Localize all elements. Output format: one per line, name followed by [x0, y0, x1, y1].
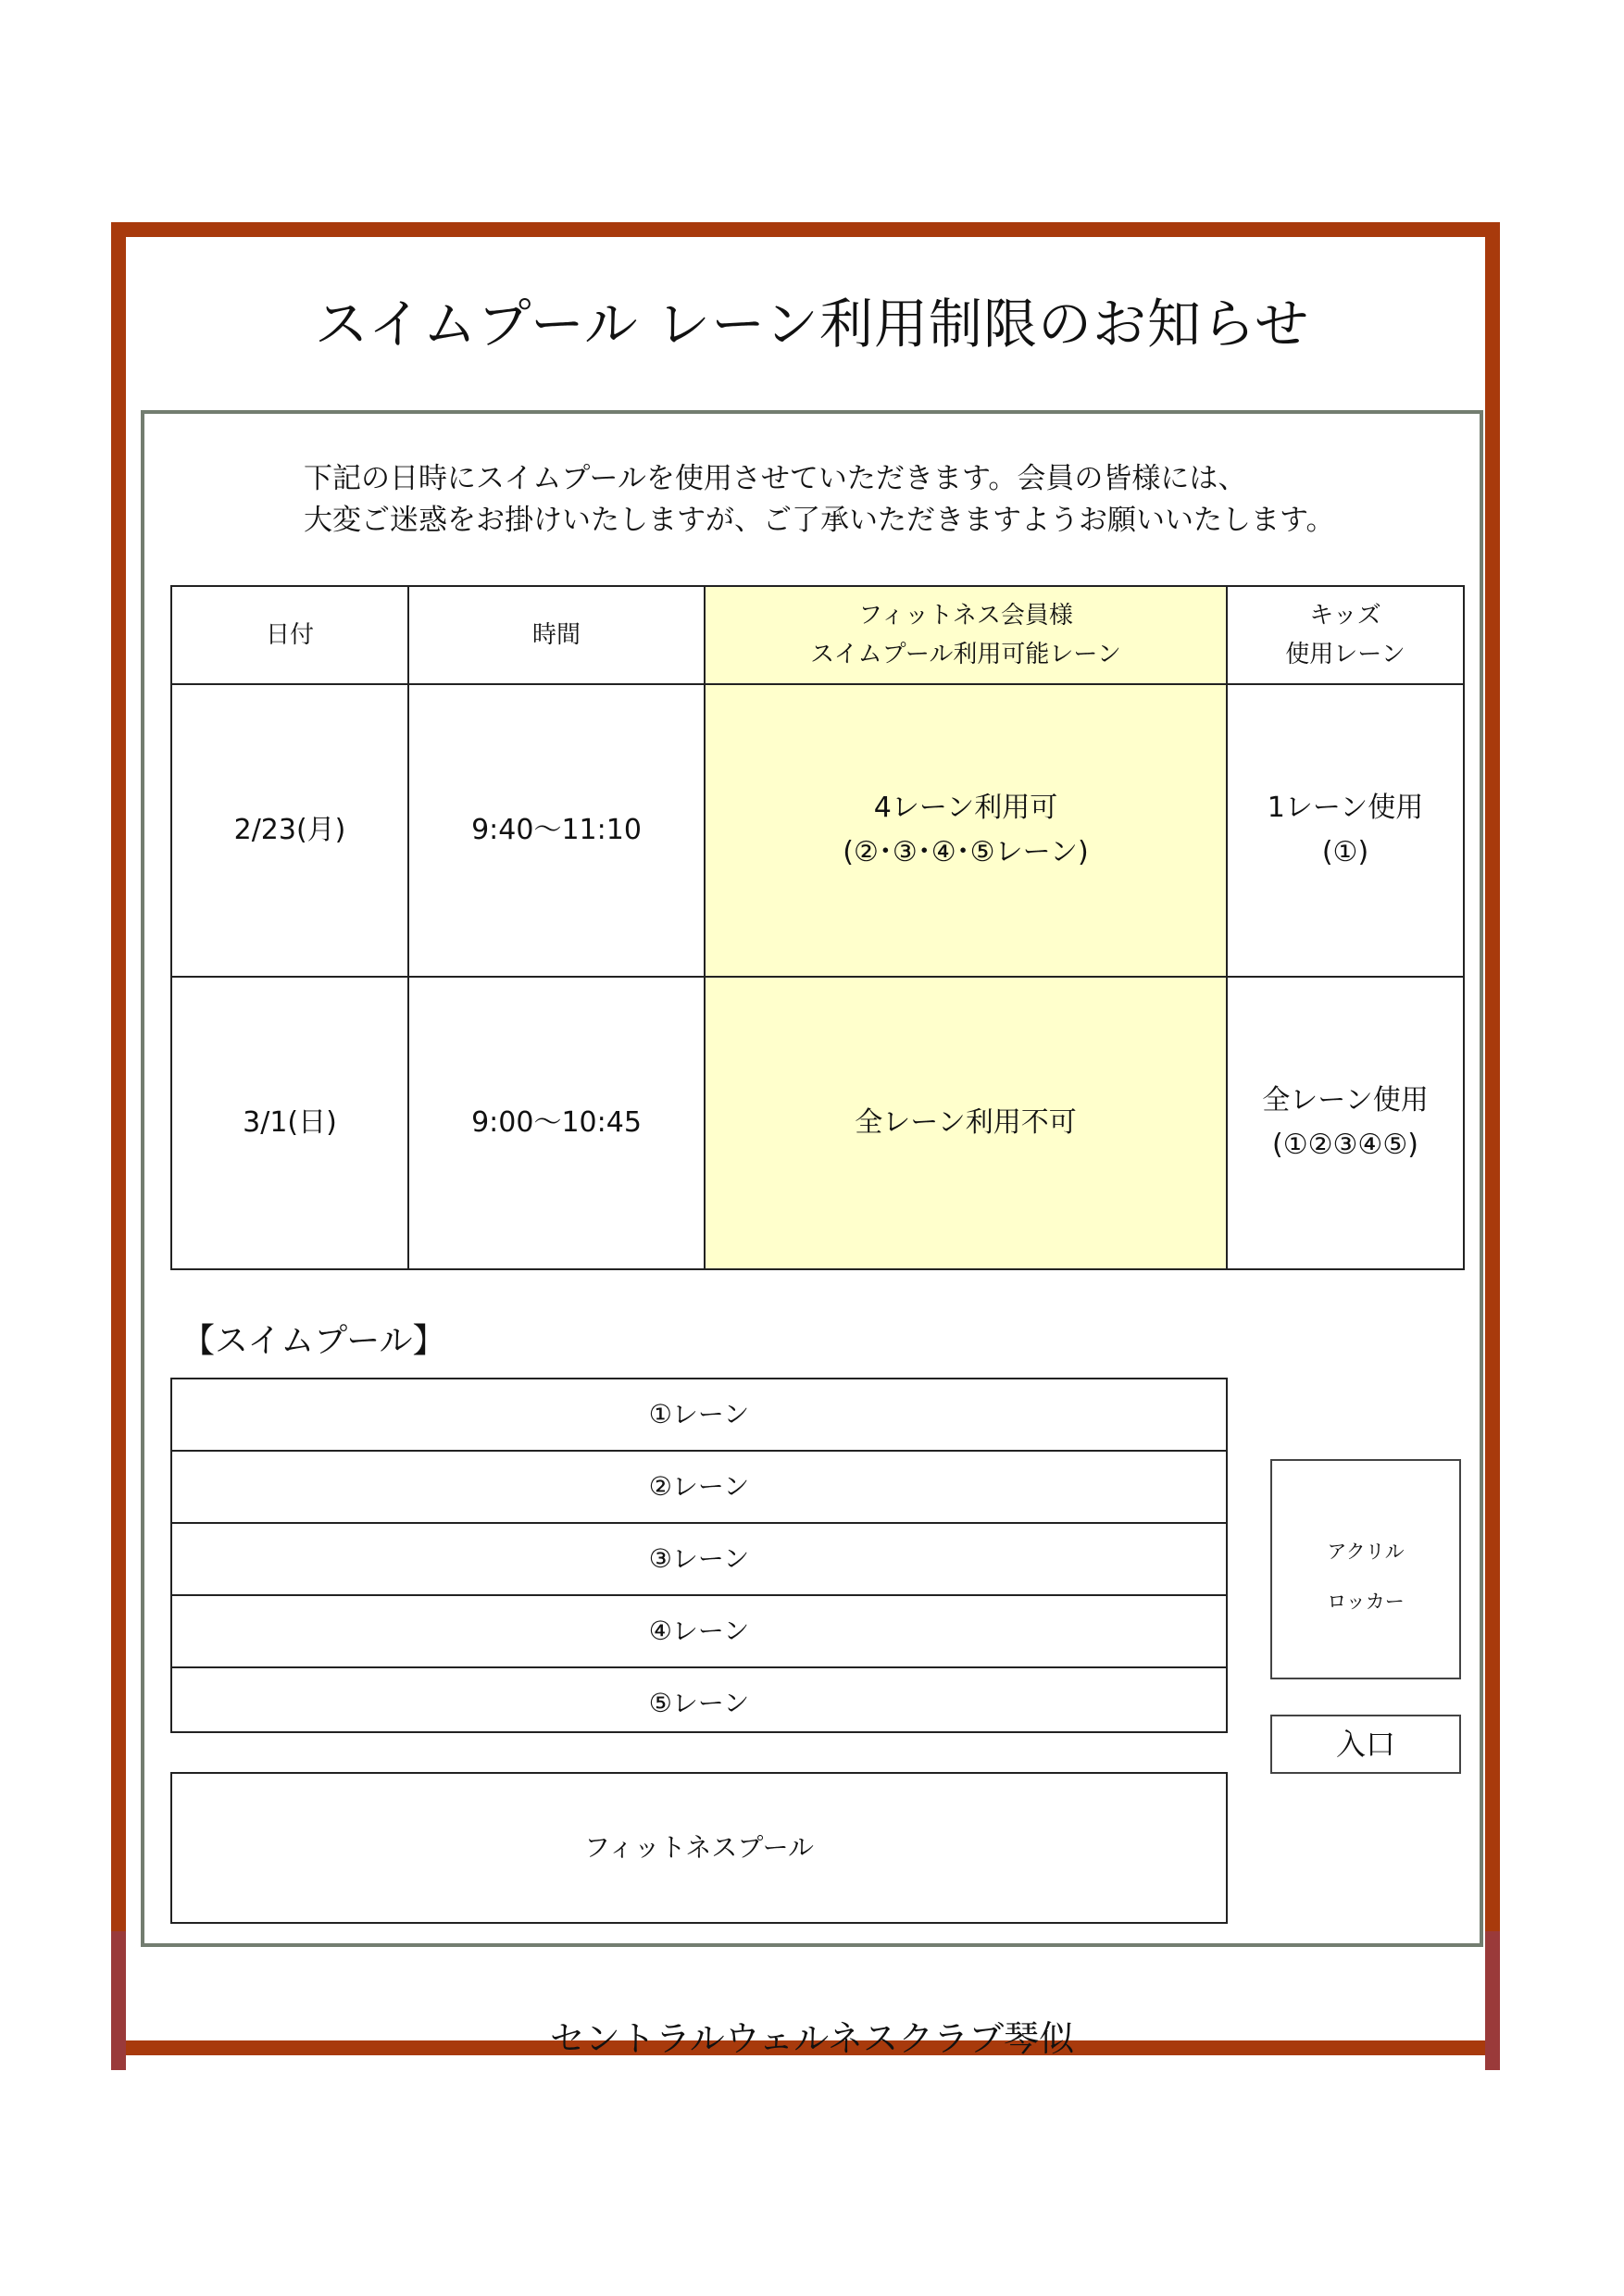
- row-kids-line-2: (①②③④⑤): [1272, 1129, 1418, 1161]
- header-fitness-line-2: スイムプール利用可能レーン: [810, 641, 1121, 668]
- row-date: 3/1(日): [171, 977, 408, 1269]
- intro-line-2: 大変ご迷惑をお掛けいたしますが、ご了承いただきますようお願いいたします。: [304, 504, 1335, 537]
- pool-heading: 【スイムプール】: [181, 1322, 446, 1360]
- row-fitness-line-1: 全レーン利用不可: [855, 1106, 1077, 1139]
- intro-line-1: 下記の日時にスイムプールを使用させていただきます。会員の皆様には、: [304, 462, 1247, 495]
- row-kids-line-1: 全レーン使用: [1262, 1084, 1429, 1117]
- row-fitness-line-2: (②･③･④･⑤レーン): [843, 836, 1089, 868]
- locker-label-line-1: アクリル: [1327, 1541, 1405, 1563]
- schedule-table: [170, 585, 1465, 1270]
- header-kids-lanes: [1227, 586, 1464, 684]
- row-kids-line-2: (①): [1321, 836, 1369, 868]
- page-title: スイムプール レーン利用制限のお知らせ: [314, 293, 1310, 356]
- row-kids-lanes: [1227, 684, 1464, 977]
- lane-5: ⑤レーン: [648, 1688, 750, 1718]
- locker-label-line-2: ロッカー: [1327, 1591, 1405, 1613]
- pool-lanes: [170, 1378, 1228, 1733]
- row-time: 9:40～11:10: [408, 684, 705, 977]
- row-kids-lanes: [1227, 977, 1464, 1269]
- lane-2: ②レーン: [172, 1452, 1226, 1524]
- header-fitness-lanes: [705, 586, 1227, 684]
- header-fitness-line-1: フィットネス会員様: [858, 602, 1073, 630]
- entrance: 入口: [1270, 1715, 1461, 1774]
- lane-1: ①レーン: [172, 1379, 1226, 1452]
- lane-3: ③レーン: [172, 1524, 1226, 1596]
- table-header-row: [171, 586, 1464, 684]
- fitness-pool: フィットネスプール: [170, 1772, 1228, 1924]
- row-fitness-line-1: 4レーン利用可: [873, 792, 1058, 824]
- row-date: 2/23(月): [171, 684, 408, 977]
- header-time: 時間: [408, 586, 705, 684]
- header-date: 日付: [171, 586, 408, 684]
- header-kids-line-2: 使用レーン: [1285, 641, 1405, 668]
- acrylic-locker: [1270, 1459, 1461, 1679]
- table-row: [171, 684, 1464, 977]
- table-row: [171, 977, 1464, 1269]
- row-kids-line-1: 1レーン使用: [1267, 792, 1424, 824]
- row-time: 9:00～10:45: [408, 977, 705, 1269]
- header-kids-line-1: キッズ: [1309, 602, 1381, 630]
- lane-4: ④レーン: [172, 1596, 1226, 1668]
- row-fitness-lanes: [705, 684, 1227, 977]
- intro-text: [304, 458, 1335, 542]
- club-name: セントラルウェルネスクラブ琴似: [549, 2018, 1075, 2059]
- row-fitness-lanes: [705, 977, 1227, 1269]
